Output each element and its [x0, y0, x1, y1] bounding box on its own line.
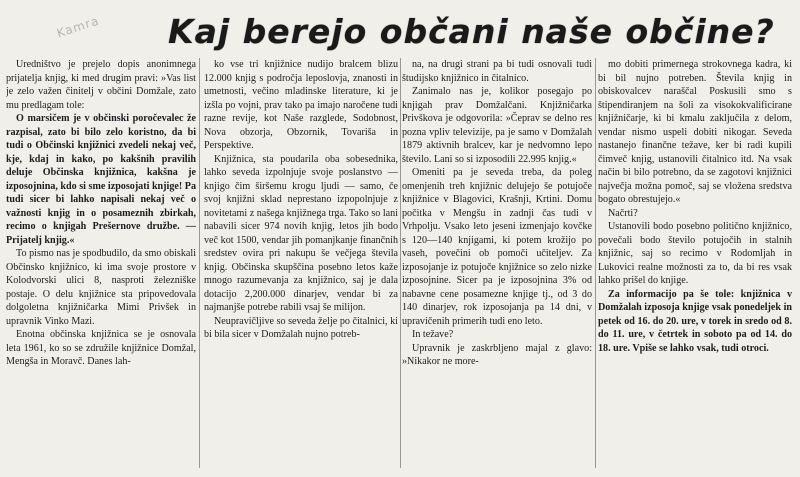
article-paragraph: O marsičem je v občinski poročevalec že razpisal, zato bi bilo zelo koristno, da bi tudi o Občinski knjižnici zvedeli nekaj več, kje, kdaj in kako, po kakšnih pravilih deluje Občinska knjižnica, kakšna je izposojnina, kdo si sme izposojati knjige! Pa tudi sicer bi lahko napisali nekaj več o važnosti knjig in o posameznih zbirkah, recimo o knjigah Prešernove družbe. — Prijatelj knjig.« [6, 113, 196, 246]
column-divider [595, 58, 596, 468]
column-divider [400, 58, 401, 468]
article-headline: Kaj berejo občani naše občine? [168, 12, 775, 51]
article-paragraph: To pismo nas je spodbudilo, da smo obiskali Občinsko knjižnico, ki ima svoje prostore v Kolodvorski ulici 8, nasproti železniške postaje. O delu knjižnice sta pripovedovala dolgoletna knjižničarka Mimi Privšek in upravnik Vinko Mazi. [6, 248, 196, 327]
article-paragraph: Uredništvo je prejelo dopis anonimnega prijatelja knjig, ki med drugim pravi: »Vas list je zelo važen činitelj v občini Domžale, zato mu predlagam tole: [6, 59, 196, 111]
article-paragraph: Zanimalo nas je, kolikor posegajo po knjigah prav Domžalčani. Knjižničarka Privškova je odgovorila: »Čeprav se delno res pozna vpliv televizije, pa je samo v Domžalah 1879 aktivnih bralcev, kar je nedvomno lepo število. Lani so si izposodili 22.995 knjig.« [402, 86, 592, 165]
article-column-2 [204, 58, 398, 470]
article-paragraph: Upravnik je zaskrbljeno majal z glavo: »Nikakor ne more- [402, 342, 592, 367]
article-paragraph: ko vse tri knjižnice nudijo bralcem blizu 12.000 knjig s področja leposlovja, znanosti in umetnosti, večino mladinske literature, ki je izšla po vojni, prav tako pa imajo naročene tudi razne revije, kot Naše razglede, Sodobnost, Nova obzorja, Obzornik, Tovariša in Perspektive. [204, 59, 398, 151]
article-paragraph: Za informacijo pa še tole: knjižnica v Domžalah izposoja knjige vsak ponedeljek in petek od 16. do 20. ure, v torek in sredo od 8. do 11. ure, v četrtek in soboto pa od 14. do 18. ure. Vpiše se lahko vsak, tudi otroci. [598, 288, 792, 354]
article-paragraph: Omeniti pa je seveda treba, da poleg omenjenih treh knjižnic delujejo še potujoče knjižnice v Blagovici, Krašnji, Krtini. Domu počitka v Mengšu in zadnji čas tudi v Vrhpolju. Vsako leto jeseni izmenjajo kovčke s 120—140 knjigami, ki potem krožijo po vaseh, povečini ob pomoči učiteljev. Za izposojanje iz potujoče knjižnice so zelo nizke izposojnine. Sicer pa je izposojnina 3% od nabavne cene posamezne knjige tj., od 3 do 140 dinarjev, rok izposojanja pa 14 dni, v upravičenih primerih tudi eno leto. [402, 167, 592, 327]
article-paragraph: na, na drugi strani pa bi tudi osnovali tudi študijsko knjižnico in čitalnico. [402, 59, 592, 84]
article-paragraph: Knjižnica, sta poudarila oba sobesednika, lahko seveda izpolnjuje svoje poslanstvo — knjigo čim širšemu krogu ljudi — samo, če svoj knjižni sklad neprestano izpopolnjuje z novitetami z našega knjižnega trga. Tako so lani nabavili sicer 974 novih knjig, letos jih bodo več kot 1500, vendar jih pomanjkanje finančnih sredstev ovira pri nakupu še večjega števila knjig. Občinska skupščina posebno letos kaže mnogo razumevanja za knjižnico, saj je dala dotacijo 2,200.000 dinarjev, vendar bi za najmanjše potrebe rabili vsaj še milijon. [204, 153, 398, 313]
article-paragraph: mo dobiti primernega strokovnega kadra, ki bi bil nujno potreben. Števila knjig in obiskovalcev naraščal Poskusili smo s štipendiranjem na šoli za visokokvalificirane knjižničarje, ki bi kmalu zaključila z delom, vendar nismo uspeli dobiti nikogar. Seveda nastanejo finančne težave, ker bi radi kupili čimveč knjig, ustanovili čitalnico itd. Na vsak način bi bilo potrebno, da se zagotovi knjižnici največja možna pomoč, saj se vložena sredstva bogato obrestujejo.« [598, 59, 792, 205]
article-column-3 [402, 58, 592, 470]
article-column-1 [6, 58, 196, 470]
column-divider [199, 58, 200, 468]
article-paragraph: Neupravičljive so seveda želje po čitalnici, ki bi bila sicer v Domžalah nujno potreb- [204, 315, 398, 340]
archive-stamp: Kamra [54, 13, 102, 41]
article-column-4 [598, 58, 792, 470]
article-paragraph: Ustanovili bodo posebno politično knjižnico, povečali bodo število potujočih in stalnih knjižnic, saj so recimo v Rodomljah in Lukovici realne možnosti za to, da bi res vsak lahko prišel do knjige. [598, 221, 792, 286]
article-paragraph: Enotna občinska knjižnica se je osnovala leta 1961, ko so se združile knjižnice Domžal, Mengša in Moravč. Danes lah- [6, 329, 196, 367]
article-paragraph: In težave? [412, 329, 454, 340]
article-paragraph: Načrti? [608, 207, 638, 219]
